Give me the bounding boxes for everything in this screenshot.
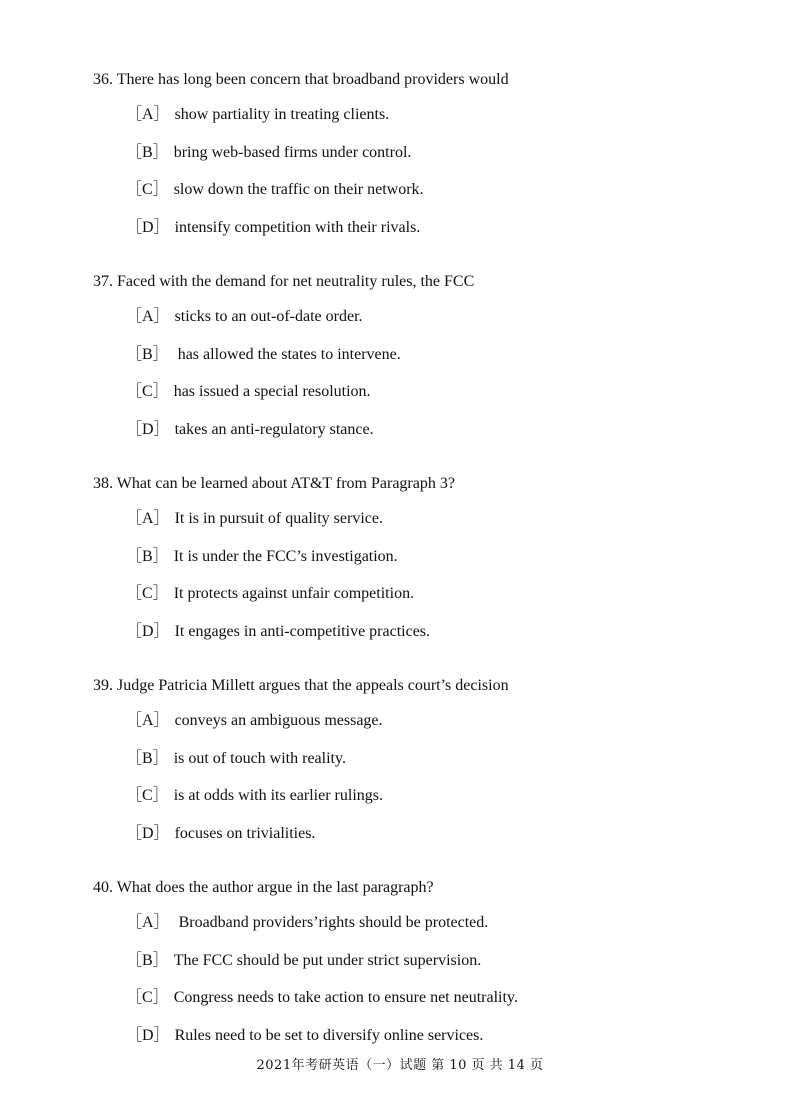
option-text: has allowed the states to intervene. xyxy=(173,346,401,363)
option-letter: ［B］ xyxy=(126,346,169,363)
option-letter: ［D］ xyxy=(126,623,170,640)
option-c xyxy=(126,382,371,402)
option-d xyxy=(126,420,374,440)
option-a xyxy=(126,711,383,731)
option-letter: ［C］ xyxy=(126,383,169,400)
option-text: The FCC should be put under strict supervision. xyxy=(173,952,482,969)
option-c xyxy=(126,786,383,806)
option-text: Broadband providers’rights should be protected. xyxy=(174,914,489,931)
option-text: slow down the traffic on their network. xyxy=(173,181,424,198)
option-text: takes an anti-regulatory stance. xyxy=(174,421,374,438)
option-text: It is under the FCC’s investigation. xyxy=(173,548,398,565)
option-letter: ［A］ xyxy=(126,712,170,729)
option-letter: ［B］ xyxy=(126,750,169,767)
option-a xyxy=(126,105,389,125)
option-b xyxy=(126,951,481,971)
option-text: is out of touch with reality. xyxy=(173,750,346,767)
question-stem: 39. Judge Patricia Millett argues that the appeals court’s decision xyxy=(93,677,509,694)
option-b xyxy=(126,345,401,365)
option-text: focuses on trivialities. xyxy=(174,825,316,842)
option-d xyxy=(126,622,430,642)
option-b xyxy=(126,143,411,163)
question-stem: 37. Faced with the demand for net neutrality rules, the FCC xyxy=(93,273,475,290)
option-text: It is in pursuit of quality service. xyxy=(174,510,383,527)
option-c xyxy=(126,584,414,604)
option-text: bring web-based firms under control. xyxy=(173,144,412,161)
option-a xyxy=(126,509,383,529)
option-letter: ［D］ xyxy=(126,219,170,236)
option-letter: ［D］ xyxy=(126,825,170,842)
option-letter: ［C］ xyxy=(126,989,169,1006)
option-b xyxy=(126,547,398,567)
option-letter: ［B］ xyxy=(126,952,169,969)
option-letter: ［A］ xyxy=(126,106,170,123)
option-letter: ［A］ xyxy=(126,914,170,931)
question-stem: 38. What can be learned about AT&T from Paragraph 3? xyxy=(93,475,455,492)
option-letter: ［A］ xyxy=(126,510,170,527)
option-c xyxy=(126,988,518,1008)
option-text: is at odds with its earlier rulings. xyxy=(173,787,383,804)
option-a xyxy=(126,307,363,327)
option-text: intensify competition with their rivals. xyxy=(174,219,421,236)
option-letter: ［A］ xyxy=(126,308,170,325)
option-text: conveys an ambiguous message. xyxy=(174,712,383,729)
option-text: It protects against unfair competition. xyxy=(173,585,415,602)
option-text: It engages in anti-competitive practices. xyxy=(174,623,431,640)
option-a xyxy=(126,913,488,933)
option-c xyxy=(126,180,424,200)
option-d xyxy=(126,824,315,844)
page-footer: 2021年考研英语（一）试题 第 10 页 共 14 页 xyxy=(256,1058,544,1073)
option-text: has issued a special resolution. xyxy=(173,383,371,400)
option-text: sticks to an out-of-date order. xyxy=(174,308,363,325)
option-letter: ［D］ xyxy=(126,1027,170,1044)
option-letter: ［C］ xyxy=(126,787,169,804)
option-letter: ［B］ xyxy=(126,144,169,161)
option-d xyxy=(126,218,420,238)
option-letter: ［B］ xyxy=(126,548,169,565)
question-stem: 36. There has long been concern that broadband providers would xyxy=(93,71,509,88)
option-text: Rules need to be set to diversify online services. xyxy=(174,1027,484,1044)
option-text: Congress needs to take action to ensure net neutrality. xyxy=(173,989,518,1006)
option-letter: ［C］ xyxy=(126,181,169,198)
option-text: show partiality in treating clients. xyxy=(174,106,390,123)
option-letter: ［C］ xyxy=(126,585,169,602)
option-letter: ［D］ xyxy=(126,421,170,438)
option-b xyxy=(126,749,346,769)
question-stem: 40. What does the author argue in the last paragraph? xyxy=(93,879,434,896)
option-d xyxy=(126,1026,483,1046)
